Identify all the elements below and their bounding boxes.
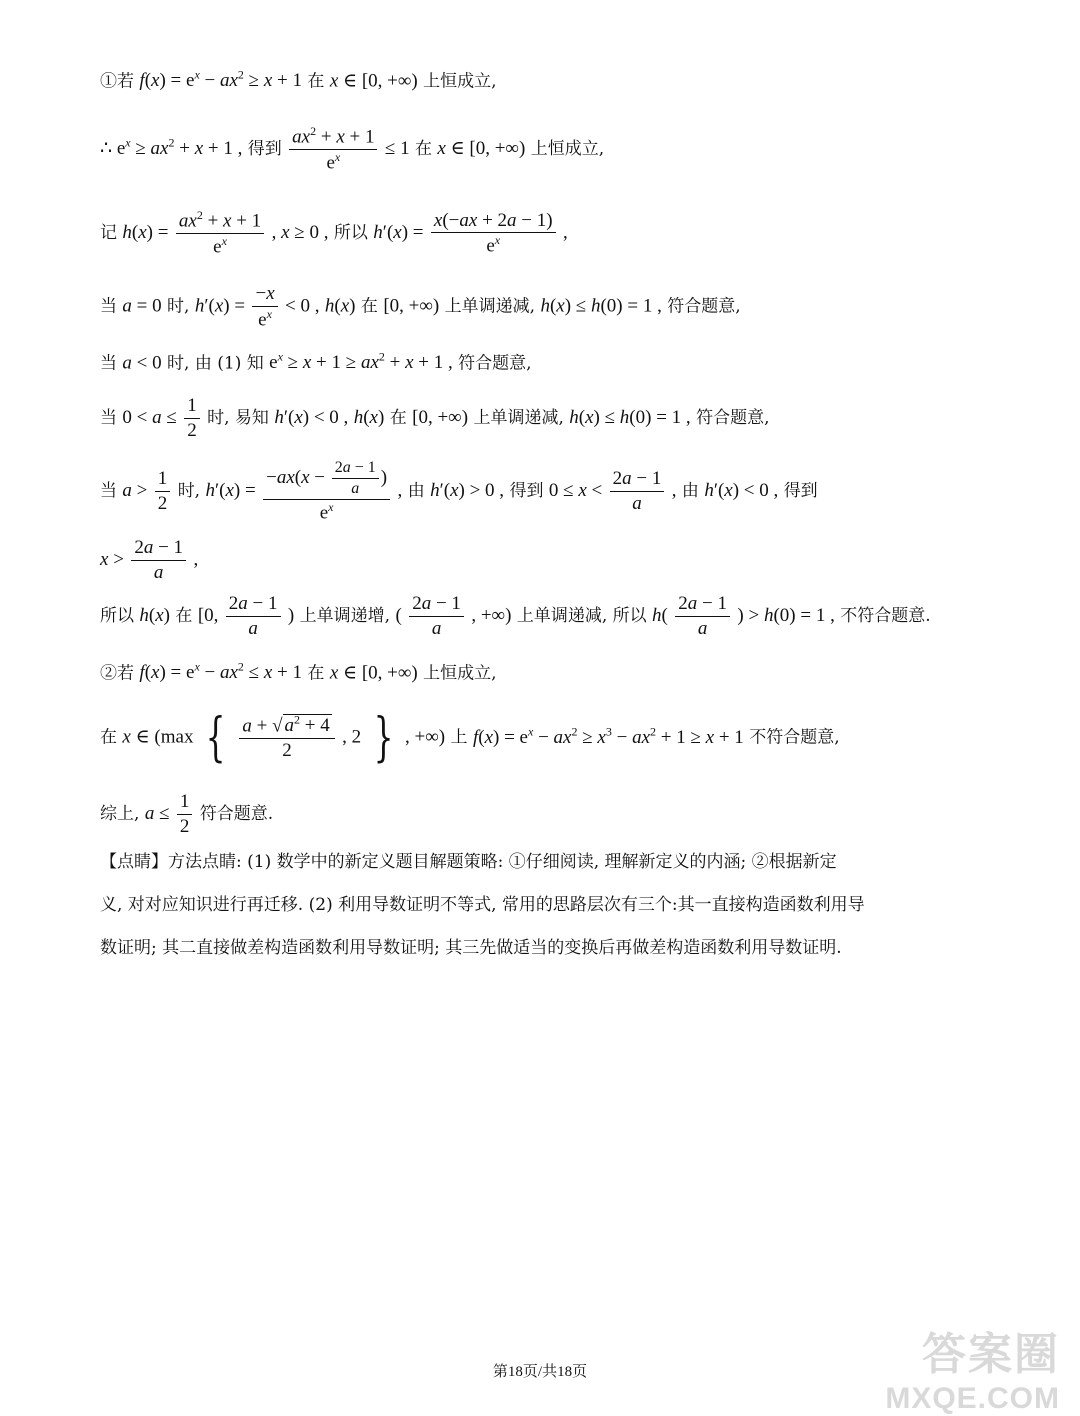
formula: h(x) = [122, 222, 169, 244]
formula: $f(x) = e^x - ax^2 \le x + 1$ [139, 660, 303, 684]
text: 得到 [783, 481, 818, 502]
fraction: $\frac{x(-ax + 2a - 1)}{e^x}$ [431, 209, 556, 259]
formula: 0 ≤ x < [548, 480, 603, 502]
watermark-site: MXQE.COM [885, 1382, 1060, 1415]
formula: , x ≥ 0 , [271, 222, 329, 244]
fraction: $\frac{1}{2}$ [155, 467, 171, 516]
text: 当 [100, 407, 117, 428]
text: 由 [681, 481, 699, 502]
text: 时, [177, 481, 201, 502]
line-12 [100, 790, 1020, 839]
text: 符合题意, [667, 296, 741, 317]
formula: a > [122, 480, 148, 502]
formula: h′(x) < 0 , [704, 480, 779, 502]
text: 符合题意. [199, 803, 274, 824]
text: 上单调递增, [299, 605, 391, 626]
text: 在 [414, 139, 432, 160]
formula: x > [100, 548, 124, 570]
text: 时, 由 (1) 知 [167, 353, 264, 374]
formula: x ∈ [0, +∞) [437, 138, 526, 160]
formula: x ∈ (max [122, 726, 194, 748]
formula: $f(x) = e^x - ax^2 \ge x^3 - ax^2 + 1 \ge x + 1$ [472, 724, 744, 748]
text: 时, [167, 296, 190, 317]
fraction: $\frac{ax^2 + x + 1}{e^x}$ [289, 124, 377, 175]
formula: a < 0 [122, 352, 162, 374]
note-line-3: 数证明; 其二直接做差构造函数利用导数证明; 其三先做适当的变换后再做差构造函数利用导数证明. [100, 938, 842, 958]
note-line-2: 义, 对对应知识进行再迁移. (2) 利用导数证明不等式, 常用的思路层次有三个:其一直接构造函数利用导 [100, 895, 865, 915]
fraction: $\frac{2a - 1}{a}$ [226, 592, 281, 641]
fraction: $\frac{2a - 1}{a}$ [131, 536, 186, 585]
formula: h(x) [139, 604, 170, 626]
text: 符合题意, [696, 407, 770, 428]
text: 得到 [247, 139, 282, 160]
text: 上单调递减, 所以 [516, 605, 647, 626]
formula: h′(x) > 0 , [430, 480, 505, 502]
fraction: $\frac{2a - 1}{a}$ [610, 467, 665, 516]
line-1 [100, 68, 1020, 93]
text: 上恒成立, [423, 71, 497, 92]
text: 所以 [100, 605, 134, 626]
text: 时, 易知 [207, 407, 269, 428]
formula: [0, +∞) [383, 295, 440, 317]
fraction: $\frac{-x}{e^x}$ [252, 282, 277, 332]
text: 上恒成立, [423, 663, 497, 684]
formula: x ∈ [0, +∞) [329, 662, 418, 684]
fraction: $\frac{a + √ a^2 + 4}{2}$ [239, 713, 334, 763]
formula: a ≤ [144, 802, 170, 824]
text: 在 [389, 407, 407, 428]
text: 在 [307, 71, 325, 92]
fraction: $\frac{1}{2}$ [184, 394, 200, 443]
formula: h′(x) = [205, 480, 256, 502]
text: 所以 [333, 223, 368, 244]
fraction: $\frac{ax^2 + x + 1}{e^x}$ [176, 208, 264, 259]
line-3: 记 h(x) = $\frac{ax^2 + x + 1}{e^x}$ , x ≥ 0 , 所以 h′(x) = $\frac{x(-ax + 2a - 1)}{e^x}$ , [100, 208, 568, 258]
text: ②若 [100, 663, 134, 684]
formula: ) > h(0) = 1 , [737, 604, 835, 626]
line-9: 所以 h(x) 在 [0, $\frac{2a - 1}{a}$ ) 上单调递增, ( $\frac{2a - 1}{a}$ , +∞) 上单调递减, 所以 h( $\frac{2a - 1}{a}$ ) > h(0) = 1 , 不符合题意. [100, 593, 931, 639]
line-6 [100, 394, 1020, 443]
formula: $e^x \ge x + 1 \ge ax^2 + x + 1$ , [269, 350, 453, 374]
fraction: −ax(x − $\frac{2a - 1}{a}$ ) $e^x$ [263, 458, 390, 525]
formula: h(x) ≤ h(0) = 1 , [569, 406, 691, 428]
fraction: $\frac{2a - 1}{a}$ [409, 592, 464, 641]
text: 不符合题意, [749, 727, 840, 748]
formula: h′(x) = [194, 295, 246, 317]
line-10 [100, 660, 1020, 685]
text: 不符合题意. [840, 605, 931, 626]
text: 符合题意, [458, 353, 532, 374]
text: 上单调递减, [444, 296, 536, 317]
left-brace: { [205, 708, 226, 768]
formula: [0, +∞) [412, 406, 469, 428]
line-11: 在 x ∈ (max { $\frac{a + √ a^2 + 4}{2}$ , 2 } , +∞) 上 $f(x) = e^x - ax^2 \ge x^3 - ax^2 + 1 \ge x + 1$ 不符合题意, [100, 708, 840, 768]
line-4 [100, 282, 1020, 332]
text: 得到 [509, 481, 544, 502]
fraction: $\frac{2a - 1}{a}$ [675, 592, 730, 641]
page-footer: 第18页/共18页 [492, 1364, 588, 1380]
line-7: 当 a > $\frac{1}{2}$ 时, h′(x) = −ax(x − $\frac{2a - 1}{a}$ ) $e^x$ , 由 h′(x) > 0 , 得到 0 ≤ x < $\frac{2a - 1}{a}$ , 由 h′(x) < 0 , 得到 [100, 459, 818, 524]
text: 在 [100, 727, 117, 748]
text: 在 [307, 663, 325, 684]
line-8: x > $\frac{2a - 1}{a}$ , [100, 537, 199, 583]
line-2 [100, 124, 1020, 175]
watermark-logo [885, 1318, 1060, 1416]
text: 上单调递减, [473, 407, 564, 428]
right-brace: } [373, 708, 394, 768]
formula: h(x) [324, 295, 356, 317]
text: 记 [100, 223, 117, 244]
text: 上 [450, 727, 468, 748]
formula: $f(x) = e^x - ax^2 \ge x + 1$ [139, 68, 303, 92]
text: 当 [100, 353, 117, 374]
formula: h(x) [353, 406, 385, 428]
line-5 [100, 350, 1020, 375]
fraction: $\frac{1}{2}$ [177, 790, 193, 839]
formula: h′(x) < 0 , [274, 406, 349, 428]
formula: h(x) ≤ h(0) = 1 , [540, 295, 662, 317]
text: 在 [360, 296, 378, 317]
text: 当 [100, 296, 117, 317]
watermark-logo-text: 答案圈 [922, 1330, 1060, 1379]
formula: x ∈ [0, +∞) [329, 70, 418, 92]
formula: a = 0 [122, 295, 162, 317]
note-line-1: 【点睛】方法点睛: (1) 数学中的新定义题目解题策略: ①仔细阅读, 理解新定义的内涵; ②根据新定 [100, 852, 837, 872]
formula: < 0 , [285, 295, 320, 317]
text: 由 [407, 481, 425, 502]
formula: 0 < a ≤ [122, 406, 177, 428]
text: 上恒成立, [530, 139, 605, 160]
formula: ≤ 1 [384, 138, 410, 160]
formula: [0, [197, 604, 219, 626]
formula: ∴ $e^x \ge ax^2 + x + 1$ , [100, 135, 243, 160]
text: 当 [100, 481, 117, 502]
text: ①若 [100, 71, 134, 92]
formula: h′(x) = [373, 222, 424, 244]
text: 综上, [100, 803, 140, 824]
text: 在 [175, 605, 193, 626]
